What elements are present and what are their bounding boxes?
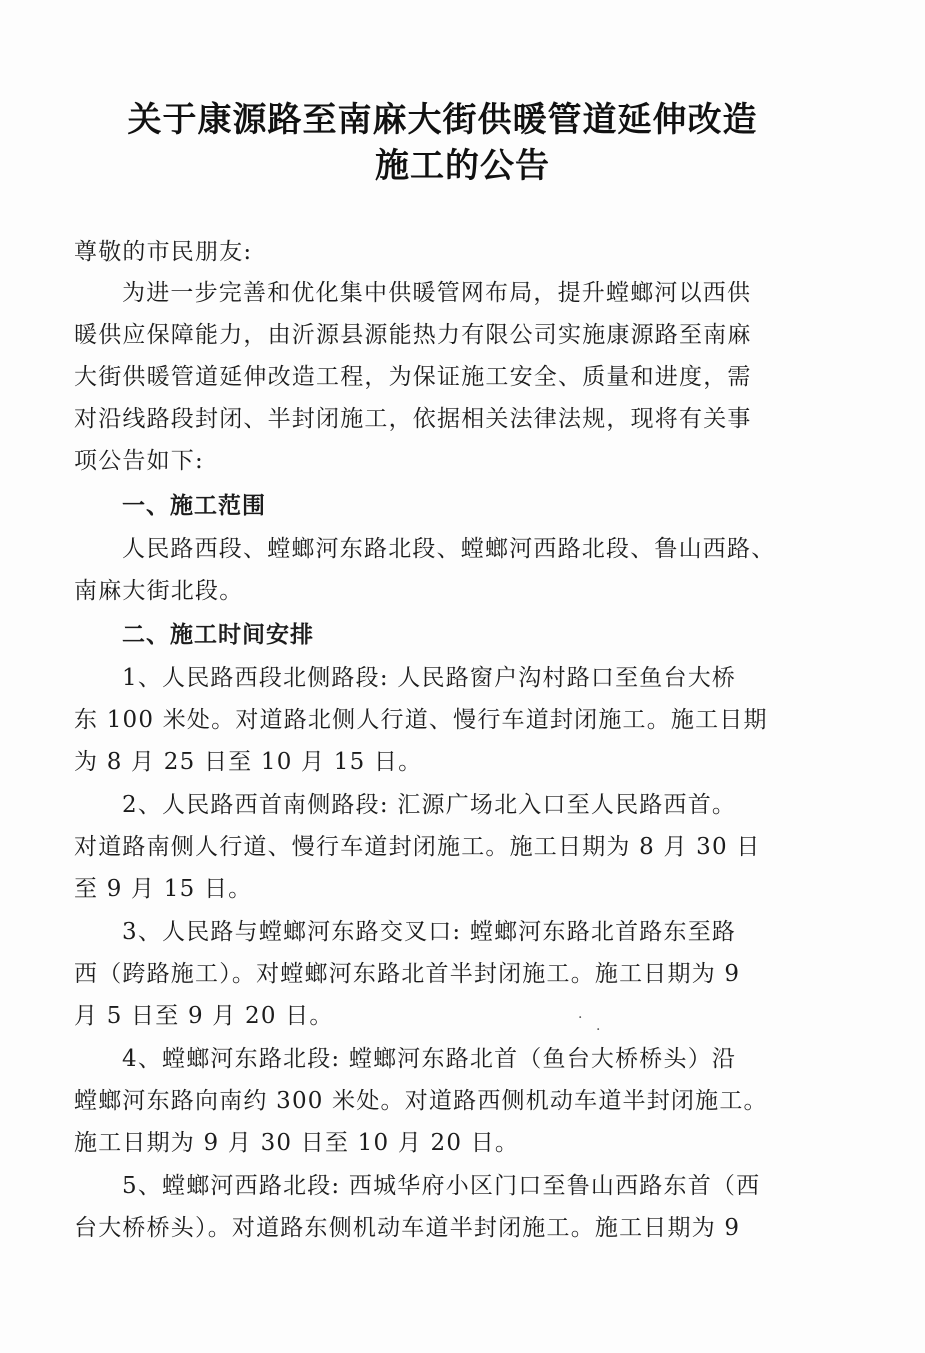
section-1-line-2: 南麻大街北段。 bbox=[74, 578, 244, 604]
intro-line-2: 暖供应保障能力，由沂源县源能热力有限公司实施康源路至南麻 bbox=[74, 322, 752, 348]
item-4-line-1: 4、螳螂河东路北段: 螳螂河东路北首（鱼台大桥桥头）沿 bbox=[122, 1046, 737, 1072]
item-3-line-1: 3、人民路与螳螂河东路交叉口: 螳螂河东路北首路东至路 bbox=[122, 919, 737, 945]
intro-line-3: 大街供暖管道延伸改造工程，为保证施工安全、质量和进度，需 bbox=[74, 364, 752, 390]
item-1-line-1: 1、人民路西段北侧路段: 人民路窗户沟村路口至鱼台大桥 bbox=[122, 665, 737, 691]
item-3-line-2: 西（跨路施工）。对螳螂河东路北首半封闭施工。施工日期为 9 bbox=[74, 961, 741, 987]
item-1-line-2: 东 100 米处。对道路北侧人行道、慢行车道封闭施工。施工日期 bbox=[74, 707, 768, 733]
item-4-line-2: 螳螂河东路向南约 300 米处。对道路西侧机动车道半封闭施工。 bbox=[74, 1088, 768, 1114]
item-3-line-3: 月 5 日至 9 月 20 日。 bbox=[74, 1003, 334, 1029]
item-1-line-3: 为 8 月 25 日至 10 月 15 日。 bbox=[74, 749, 423, 775]
item-2-line-1: 2、人民路西首南侧路段: 汇源广场北入口至人民路西首。 bbox=[122, 792, 737, 818]
item-2-line-2: 对道路南侧人行道、慢行车道封闭施工。施工日期为 8 月 30 日 bbox=[74, 834, 761, 860]
greeting: 尊敬的市民朋友: bbox=[74, 239, 253, 265]
scan-speck: · bbox=[596, 1022, 601, 1038]
section-2-heading: 二、施工时间安排 bbox=[122, 622, 314, 648]
intro-line-5: 项公告如下: bbox=[74, 448, 204, 474]
section-1-line-1: 人民路西段、螳螂河东路北段、螳螂河西路北段、鲁山西路、 bbox=[122, 536, 776, 562]
section-1-heading: 一、施工范围 bbox=[122, 493, 266, 519]
item-5-line-2: 台大桥桥头）。对道路东侧机动车道半封闭施工。施工日期为 9 bbox=[74, 1215, 741, 1241]
intro-line-1: 为进一步完善和优化集中供暖管网布局，提升螳螂河以西供 bbox=[122, 280, 752, 306]
item-4-line-3: 施工日期为 9 月 30 日至 10 月 20 日。 bbox=[74, 1130, 520, 1156]
document-title-line-2: 施工的公告 bbox=[375, 146, 550, 186]
document-title-line-1: 关于康源路至南麻大街供暖管道延伸改造 bbox=[127, 100, 758, 140]
scan-speck: · bbox=[578, 1010, 583, 1026]
item-2-line-3: 至 9 月 15 日。 bbox=[74, 876, 253, 902]
item-5-line-1: 5、螳螂河西路北段: 西城华府小区门口至鲁山西路东首（西 bbox=[122, 1173, 761, 1199]
intro-line-4: 对沿线路段封闭、半封闭施工，依据相关法律法规，现将有关事 bbox=[74, 406, 752, 432]
